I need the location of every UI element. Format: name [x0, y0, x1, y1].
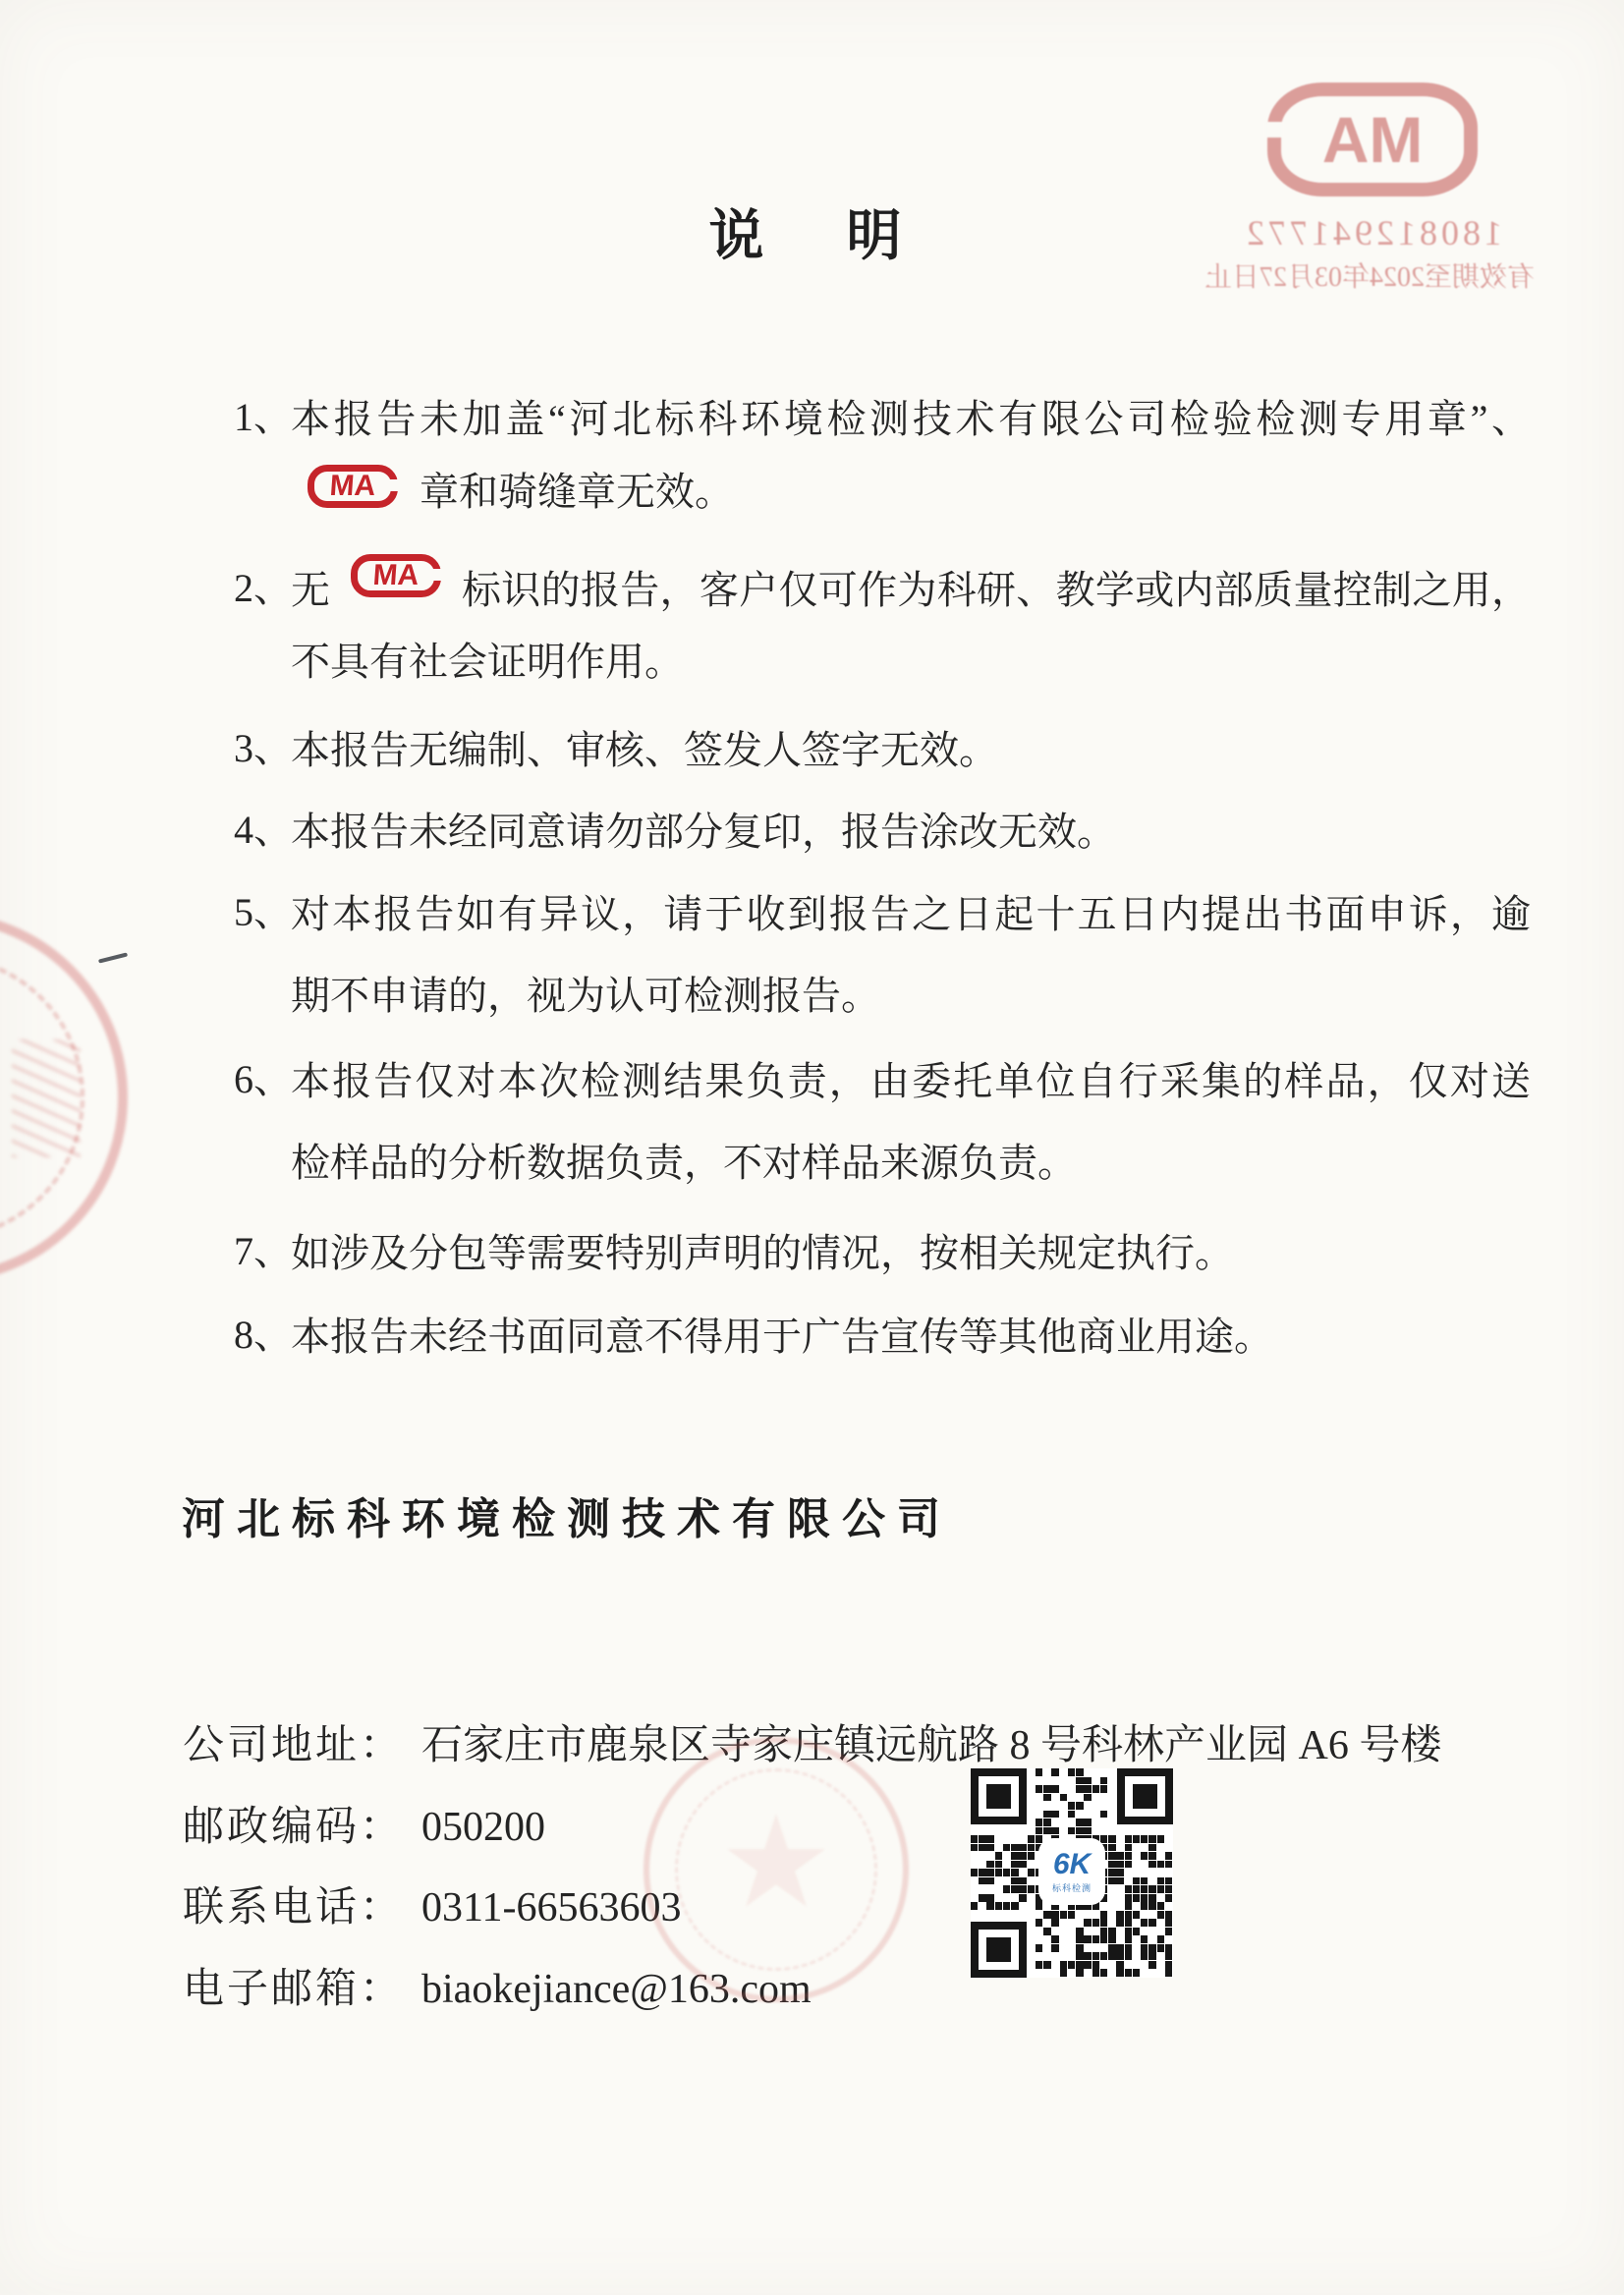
note-3-line-1: 本报告无编制、审核、签发人签字无效。	[291, 728, 998, 772]
cma-mark-icon: MA	[308, 465, 398, 508]
contact-email-row	[183, 1956, 812, 2015]
note-5-number: 5、	[234, 890, 293, 934]
postcode-value: 050200	[421, 1805, 546, 1850]
seal-star-icon: ★	[718, 1793, 834, 1934]
wechat-qr-code	[971, 1768, 1173, 1978]
note-2-prefix: 无	[291, 568, 330, 612]
bleedthrough-stamp-date: 有效期至2024年03月27日止	[1204, 262, 1535, 293]
note-2-line-2: 不具有社会证明作用。	[291, 640, 684, 684]
bleedthrough-cma-outline	[1267, 83, 1478, 196]
contact-phone-row	[183, 1875, 681, 1933]
email-value: biaokejiance@163.com	[421, 1967, 812, 2012]
note-8-number: 8、	[234, 1313, 293, 1357]
bleedthrough-cma-stamp	[1204, 69, 1535, 314]
note-6-number: 6、	[234, 1057, 293, 1101]
address-label: 公司地址：	[183, 1723, 405, 1768]
qr-finder-top-right	[1117, 1768, 1173, 1824]
bleedthrough-cma-letters: MA	[1321, 103, 1424, 176]
bottom-red-seal-inner-ring	[675, 1768, 877, 1971]
left-edge-red-seal-marks	[12, 1039, 81, 1157]
qr-center-logo	[1041, 1841, 1102, 1902]
pen-tick-mark	[98, 952, 128, 963]
email-label: 电子邮箱：	[183, 1967, 405, 2012]
note-5-line-2: 期不申请的，视为认可检测报告。	[291, 974, 880, 1018]
note-4-line-1: 本报告未经同意请勿部分复印，报告涂改无效。	[291, 810, 1116, 854]
address-value: 石家庄市鹿泉区寺家庄镇远航路 8 号科林产业园 A6 号楼	[421, 1723, 1442, 1768]
bleedthrough-stamp-number: 180812941772	[1243, 213, 1502, 252]
note-7-line-1: 如涉及分包等需要特别声明的情况，按相关规定执行。	[291, 1231, 1234, 1275]
note-6-line-2: 检样品的分析数据负责，不对样品来源负责。	[291, 1141, 1077, 1185]
contact-postcode-row	[183, 1794, 545, 1853]
qr-finder-bottom-left	[971, 1922, 1027, 1978]
note-1-line-1: 本报告未加盖“河北标科环境检测技术有限公司检验检测专用章”、	[291, 397, 1531, 441]
company-name: 河北标科环境检测技术有限公司	[182, 1495, 952, 1543]
cma-mark-icon: MA	[351, 554, 441, 597]
note-2-number: 2、	[234, 566, 293, 610]
phone-label: 联系电话：	[183, 1885, 405, 1931]
phone-value: 0311-66563603	[421, 1885, 682, 1931]
contact-address-row	[183, 1712, 1441, 1771]
company-logo-icon: 6K	[1052, 1847, 1092, 1880]
note-6-line-1: 本报告仅对本次检测结果负责，由委托单位自行采集的样品，仅对送	[291, 1059, 1531, 1103]
note-1-number: 1、	[234, 395, 293, 439]
note-3-number: 3、	[234, 726, 293, 770]
page-title: 说 明	[708, 206, 916, 267]
note-7-number: 7、	[234, 1229, 293, 1273]
qr-finder-top-left	[971, 1768, 1027, 1824]
note-8-line-1: 本报告未经书面同意不得用于广告宣传等其他商业用途。	[291, 1315, 1273, 1359]
postcode-label: 邮政编码：	[183, 1805, 405, 1850]
note-5-line-1: 对本报告如有异议，请于收到报告之日起十五日内提出书面申诉，逾	[291, 892, 1531, 936]
note-1-line-2: 章和骑缝章无效。	[420, 470, 734, 514]
note-2-line-1: 标识的报告，客户仅可作为科研、教学或内部质量控制之用，	[462, 568, 1531, 612]
note-4-number: 4、	[234, 808, 293, 852]
left-edge-red-seal	[0, 912, 128, 1283]
company-logo-caption: 标科检测	[1051, 1882, 1092, 1893]
